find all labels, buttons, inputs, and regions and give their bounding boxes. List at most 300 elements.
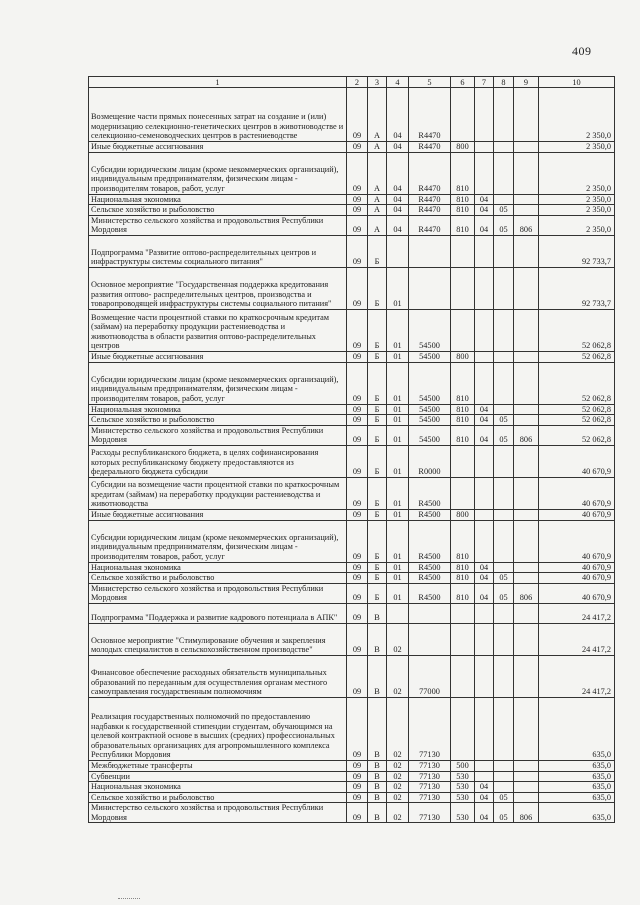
amount-cell: 52 062,8 [539,309,615,351]
table-row [89,477,615,509]
amount-cell: 635,0 [539,792,615,803]
code-cell: R4470 [409,205,451,216]
code-cell: 02 [387,771,409,782]
code-cell [494,655,514,697]
code-cell [475,477,494,509]
row-name-cell: Межбюджетные трансферты [89,760,347,771]
code-cell: В [368,623,387,655]
code-cell: 77130 [409,803,451,823]
code-cell: 01 [387,425,409,445]
code-cell: 04 [475,562,494,573]
column-header: 2 [347,77,368,88]
code-cell [409,267,451,309]
code-cell: 09 [347,351,368,362]
code-cell: 810 [451,562,475,573]
code-cell: 09 [347,803,368,823]
code-cell: 806 [514,803,539,823]
amount-cell: 40 670,9 [539,520,615,562]
code-cell: 04 [475,782,494,793]
table-row [89,235,615,267]
code-cell: 04 [475,803,494,823]
code-cell: 05 [494,205,514,216]
column-header: 3 [368,77,387,88]
code-cell: 01 [387,509,409,520]
code-cell: 09 [347,520,368,562]
amount-cell: 52 062,8 [539,425,615,445]
code-cell: 01 [387,445,409,477]
code-cell: 09 [347,509,368,520]
code-cell: Б [368,362,387,404]
code-cell: 530 [451,771,475,782]
code-cell [475,623,494,655]
table-row [89,362,615,404]
code-cell [494,362,514,404]
code-cell [409,603,451,623]
column-header: 6 [451,77,475,88]
code-cell: 04 [475,573,494,584]
code-cell: 77000 [409,655,451,697]
code-cell: R4500 [409,562,451,573]
code-cell [451,697,475,760]
code-cell [514,792,539,803]
amount-cell: 2 350,0 [539,194,615,205]
code-cell: 54500 [409,425,451,445]
code-cell: 05 [494,573,514,584]
code-cell [494,309,514,351]
code-cell [494,520,514,562]
code-cell [514,782,539,793]
code-cell [514,404,539,415]
code-cell: 09 [347,404,368,415]
code-cell [494,509,514,520]
code-cell: 09 [347,142,368,153]
code-cell: 09 [347,782,368,793]
code-cell: 02 [387,760,409,771]
amount-cell: 52 062,8 [539,362,615,404]
column-header: 1 [89,77,347,88]
code-cell: В [368,771,387,782]
code-cell [475,655,494,697]
code-cell: А [368,205,387,216]
row-name-cell: Основное мероприятие "Стимулирование обучения и закрепления молодых специалистов в сельскохозяйственном производстве" [89,623,347,655]
amount-cell: 24 417,2 [539,603,615,623]
row-name-cell: Субсидии юридическим лицам (кроме некоммерческих организаций), индивидуальным предпринимателям, физическим лицам - производителям товаров, работ, услуг [89,152,347,194]
code-cell [514,362,539,404]
table-row [89,152,615,194]
code-cell: А [368,142,387,153]
row-name-cell: Министерство сельского хозяйства и продовольствия Республики Мордовия [89,583,347,603]
code-cell [514,351,539,362]
code-cell: 04 [387,215,409,235]
code-cell: 09 [347,562,368,573]
table-row [89,205,615,216]
code-cell: 04 [475,415,494,426]
code-cell [494,477,514,509]
code-cell: 04 [387,205,409,216]
code-cell: 01 [387,309,409,351]
table-row [89,215,615,235]
amount-cell: 635,0 [539,771,615,782]
column-header: 4 [387,77,409,88]
code-cell [514,235,539,267]
table-row [89,88,615,142]
code-cell [494,194,514,205]
code-cell [494,152,514,194]
code-cell [514,760,539,771]
code-cell: 01 [387,404,409,415]
code-cell: 09 [347,88,368,142]
code-cell: А [368,152,387,194]
code-cell: 01 [387,520,409,562]
code-cell: 810 [451,152,475,194]
code-cell: Б [368,235,387,267]
table-row [89,697,615,760]
code-cell [494,771,514,782]
code-cell: 09 [347,205,368,216]
code-cell: 810 [451,520,475,562]
code-cell: 530 [451,782,475,793]
amount-cell: 52 062,8 [539,415,615,426]
code-cell [514,623,539,655]
code-cell [475,152,494,194]
table-row [89,760,615,771]
row-name-cell: Министерство сельского хозяйства и продовольствия Республики Мордовия [89,215,347,235]
code-cell: 810 [451,415,475,426]
table-row [89,404,615,415]
code-cell [475,362,494,404]
code-cell [475,509,494,520]
code-cell: А [368,215,387,235]
code-cell: 09 [347,152,368,194]
code-cell: R4470 [409,215,451,235]
code-cell: А [368,194,387,205]
table-row [89,509,615,520]
code-cell: 09 [347,445,368,477]
code-cell: 04 [387,88,409,142]
code-cell [494,267,514,309]
code-cell: 810 [451,583,475,603]
row-name-cell: Реализация государственных полномочий по предоставлению надбавки к государственной стипендии студентам, обучающимся на целевой контрактной основе в высших (средних) профессиональных образовательных организациях для агропромышленного комплекса Республики Мордовия [89,697,347,760]
code-cell: 04 [475,425,494,445]
row-name-cell: Сельское хозяйство и рыболовство [89,792,347,803]
row-name-cell: Подпрограмма "Поддержка и развитие кадрового потенциала в АПК" [89,603,347,623]
column-header: 5 [409,77,451,88]
code-cell [451,445,475,477]
code-cell: 02 [387,655,409,697]
code-cell: 05 [494,583,514,603]
code-cell [494,562,514,573]
code-cell: Б [368,309,387,351]
code-cell: 09 [347,362,368,404]
amount-cell: 2 350,0 [539,152,615,194]
code-cell: 09 [347,309,368,351]
code-cell [494,142,514,153]
code-cell: 800 [451,509,475,520]
code-cell [451,235,475,267]
table-row [89,792,615,803]
column-header: 9 [514,77,539,88]
code-cell: 09 [347,583,368,603]
code-cell: R4470 [409,142,451,153]
code-cell: 806 [514,583,539,603]
table-row [89,351,615,362]
code-cell: Б [368,562,387,573]
code-cell: 09 [347,477,368,509]
code-cell: 01 [387,362,409,404]
code-cell: R4470 [409,194,451,205]
code-cell: 810 [451,362,475,404]
amount-cell: 40 670,9 [539,573,615,584]
code-cell [451,309,475,351]
code-cell [514,205,539,216]
column-header: 8 [494,77,514,88]
code-cell: 77130 [409,782,451,793]
amount-cell: 635,0 [539,760,615,771]
code-cell: R4470 [409,88,451,142]
code-cell: R4500 [409,520,451,562]
row-name-cell: Министерство сельского хозяйства и продовольствия Республики Мордовия [89,803,347,823]
amount-cell: 2 350,0 [539,142,615,153]
table-row [89,603,615,623]
row-name-cell: Подпрограмма "Развитие оптово-распределительных центров и инфраструктуры системы социального питания" [89,235,347,267]
code-cell: Б [368,509,387,520]
code-cell: 09 [347,235,368,267]
code-cell: 54500 [409,362,451,404]
code-cell [494,445,514,477]
amount-cell: 40 670,9 [539,445,615,477]
code-cell: 01 [387,267,409,309]
code-cell [475,267,494,309]
code-cell: 77130 [409,760,451,771]
code-cell [475,520,494,562]
row-name-cell: Субсидии на возмещение части процентной ставки по краткосрочным кредитам (займам) на переработку продукции растениеводства и животноводства [89,477,347,509]
row-name-cell: Иные бюджетные ассигнования [89,351,347,362]
row-name-cell: Финансовое обеспечение расходных обязательств муниципальных образований по переданным для осуществления органам местного самоуправления государственным полномочиям [89,655,347,697]
amount-cell: 635,0 [539,697,615,760]
code-cell: 02 [387,623,409,655]
code-cell: Б [368,445,387,477]
table-row [89,445,615,477]
column-header: 10 [539,77,615,88]
table-row [89,771,615,782]
code-cell [451,267,475,309]
amount-cell: 24 417,2 [539,655,615,697]
code-cell [475,309,494,351]
code-cell [514,573,539,584]
table-row [89,623,615,655]
code-cell: Б [368,477,387,509]
code-cell: 09 [347,760,368,771]
code-cell: 04 [475,792,494,803]
code-cell: В [368,803,387,823]
row-name-cell: Национальная экономика [89,782,347,793]
code-cell [475,445,494,477]
code-cell [475,760,494,771]
code-cell [409,623,451,655]
code-cell [514,415,539,426]
code-cell: 02 [387,803,409,823]
amount-cell: 52 062,8 [539,351,615,362]
code-cell [514,603,539,623]
amount-cell: 2 350,0 [539,205,615,216]
code-cell: 77130 [409,771,451,782]
code-cell [514,152,539,194]
amount-cell: 92 733,7 [539,267,615,309]
table-row [89,655,615,697]
code-cell: 810 [451,215,475,235]
code-cell: R4500 [409,573,451,584]
code-cell [475,351,494,362]
code-cell: 09 [347,194,368,205]
row-name-cell: Иные бюджетные ассигнования [89,142,347,153]
code-cell: 01 [387,477,409,509]
code-cell: 01 [387,415,409,426]
code-cell: 09 [347,697,368,760]
amount-cell: 24 417,2 [539,623,615,655]
code-cell [475,771,494,782]
amount-cell: 2 350,0 [539,88,615,142]
code-cell [514,655,539,697]
code-cell: 05 [494,215,514,235]
code-cell [514,562,539,573]
code-cell: В [368,697,387,760]
row-name-cell: Иные бюджетные ассигнования [89,509,347,520]
code-cell: 54500 [409,415,451,426]
code-cell: Б [368,520,387,562]
table-row [89,573,615,584]
code-cell: Б [368,404,387,415]
code-cell: 810 [451,573,475,584]
table-row [89,309,615,351]
row-name-cell: Основное мероприятие "Государственная поддержка кредитования развития оптово- распределительных центров, производства и товаропроводящей инфраструктуры системы социального питания" [89,267,347,309]
code-cell [494,697,514,760]
code-cell: В [368,760,387,771]
row-name-cell: Национальная экономика [89,404,347,415]
code-cell: 806 [514,425,539,445]
table-row [89,267,615,309]
page-number: 409 [572,44,592,58]
code-cell: 09 [347,573,368,584]
row-name-cell: Сельское хозяйство и рыболовство [89,205,347,216]
code-cell: 54500 [409,404,451,415]
code-cell: 02 [387,697,409,760]
code-cell: R4500 [409,477,451,509]
code-cell: 09 [347,771,368,782]
code-cell: 77130 [409,792,451,803]
code-cell [514,697,539,760]
code-cell [494,351,514,362]
amount-cell: 40 670,9 [539,509,615,520]
table-row [89,142,615,153]
scan-artifact [118,898,140,902]
code-cell [514,267,539,309]
row-name-cell: Сельское хозяйство и рыболовство [89,573,347,584]
code-cell: R4500 [409,509,451,520]
table-header-row [89,77,615,88]
code-cell: 04 [387,152,409,194]
column-header: 7 [475,77,494,88]
code-cell: 530 [451,792,475,803]
amount-cell: 40 670,9 [539,583,615,603]
code-cell: R4470 [409,152,451,194]
table-row [89,425,615,445]
code-cell [514,520,539,562]
code-cell: 01 [387,562,409,573]
code-cell: 500 [451,760,475,771]
code-cell [514,88,539,142]
code-cell: 04 [475,194,494,205]
code-cell: 02 [387,782,409,793]
table-row [89,782,615,793]
code-cell [387,235,409,267]
amount-cell: 635,0 [539,782,615,793]
code-cell [387,603,409,623]
row-name-cell: Возмещение части прямых понесенных затрат на создание и (или) модернизацию селекционно-генетических центров в животноводстве и селекционно-семеноводческих центров в растениеводстве [89,88,347,142]
amount-cell: 40 670,9 [539,477,615,509]
code-cell [494,760,514,771]
code-cell: 09 [347,267,368,309]
code-cell: 09 [347,215,368,235]
code-cell [514,194,539,205]
code-cell: 77130 [409,697,451,760]
code-cell: 04 [475,583,494,603]
amount-cell: 40 670,9 [539,562,615,573]
code-cell [451,603,475,623]
code-cell [514,477,539,509]
code-cell: R0000 [409,445,451,477]
code-cell: 05 [494,425,514,445]
code-cell: Б [368,415,387,426]
code-cell: 04 [475,404,494,415]
code-cell: Б [368,351,387,362]
row-name-cell: Субвенции [89,771,347,782]
table-row [89,803,615,823]
code-cell: 05 [494,792,514,803]
code-cell: В [368,603,387,623]
code-cell: 01 [387,583,409,603]
code-cell [475,603,494,623]
code-cell: Б [368,573,387,584]
code-cell: 54500 [409,309,451,351]
row-name-cell: Расходы республиканского бюджета, в целях софинансирования которых республиканскому бюджету предоставляются из федерального бюджета субсидии [89,445,347,477]
code-cell: 01 [387,351,409,362]
code-cell [514,445,539,477]
row-name-cell: Возмещение части процентной ставки по краткосрочным кредитам (займам) на переработку продукции растениеводства и животноводства в области развития оптово-распределительных центров [89,309,347,351]
code-cell: 800 [451,351,475,362]
code-cell: 05 [494,415,514,426]
code-cell: А [368,88,387,142]
code-cell: Б [368,425,387,445]
code-cell: 09 [347,623,368,655]
code-cell: 54500 [409,351,451,362]
table-row [89,583,615,603]
code-cell: В [368,792,387,803]
code-cell: R4500 [409,583,451,603]
budget-table-container [88,76,614,823]
row-name-cell: Министерство сельского хозяйства и продовольствия Республики Мордовия [89,425,347,445]
amount-cell: 635,0 [539,803,615,823]
code-cell: 810 [451,194,475,205]
code-cell [494,404,514,415]
code-cell [494,603,514,623]
code-cell: В [368,782,387,793]
code-cell: 800 [451,142,475,153]
row-name-cell: Национальная экономика [89,194,347,205]
row-name-cell: Субсидии юридическим лицам (кроме некоммерческих организаций), индивидуальным предпринимателям, физическим лицам - производителям товаров, работ, услуг [89,362,347,404]
table-row [89,194,615,205]
code-cell: 09 [347,792,368,803]
amount-cell: 52 062,8 [539,404,615,415]
